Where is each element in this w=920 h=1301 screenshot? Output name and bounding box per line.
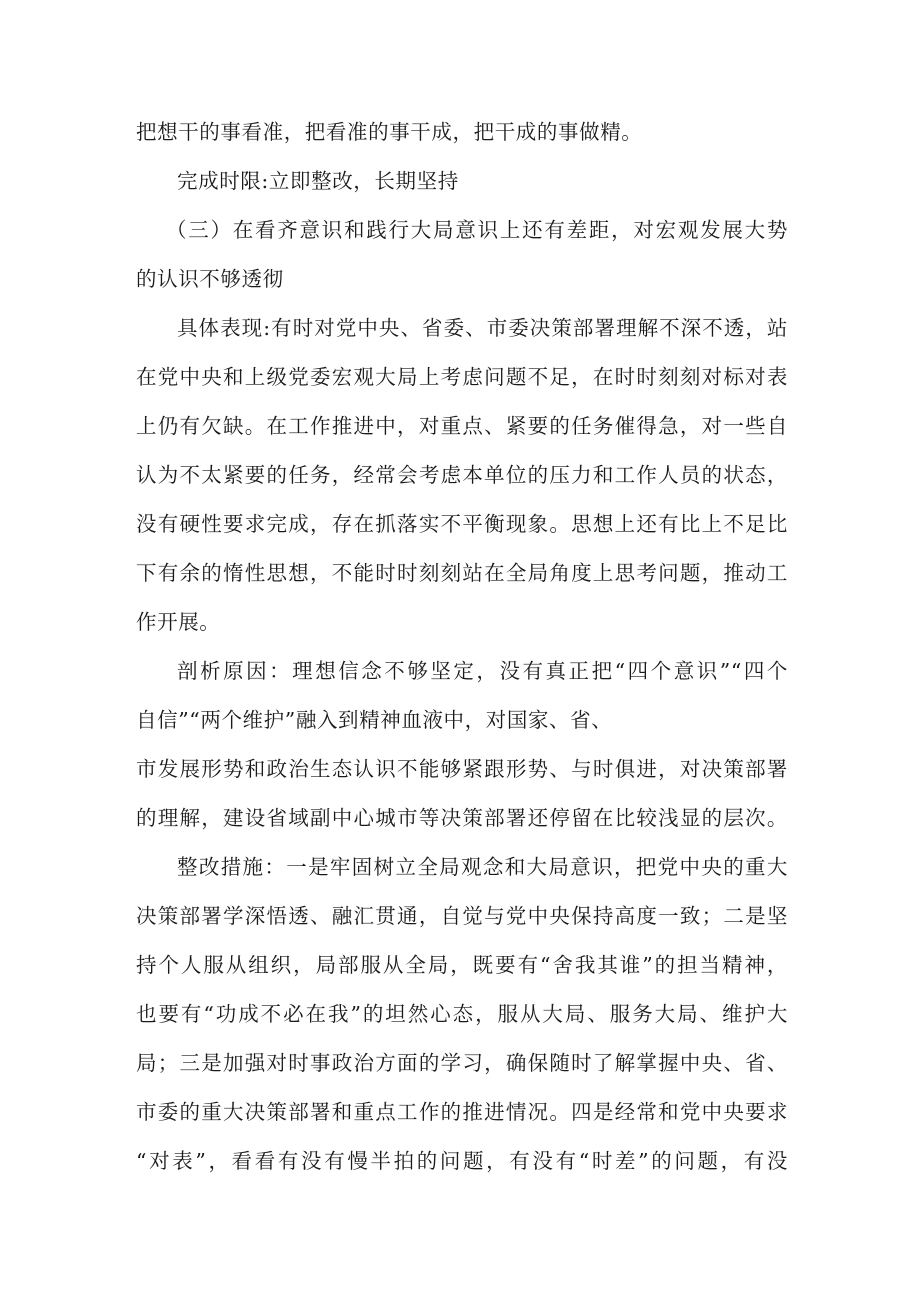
body-line: 整改措施：一是牢固树立全局观念和大局意识，把党中央的重大 (177, 855, 788, 879)
body-line: 的理解，建设省域副中心城市等决策部署还停留在比较浅显的层次。 (136, 806, 788, 830)
body-line: 自信”“两个维护”融入到精神血液中，对国家、省、 (136, 708, 613, 732)
body-line: 市委的重大决策部署和重点工作的推进情况。四是经常和党中央要求 (136, 1100, 788, 1124)
body-line: 局；三是加强对时事政治方面的学习，确保随时了解掌握中央、省、 (136, 1051, 788, 1075)
body-line: 决策部署学深悟透、融汇贯通，自觉与党中央保持高度一致；二是坚 (136, 904, 788, 928)
body-line: 把想干的事看准，把看准的事干成，把干成的事做精。 (136, 120, 643, 144)
body-line: 也要有“功成不必在我”的坦然心态，服从大局、服务大局、维护大 (136, 1002, 788, 1026)
body-line: 认为不太紧要的任务，经常会考虑本单位的压力和工作人员的状态， (136, 463, 788, 487)
body-line: 作开展。 (136, 610, 221, 634)
body-line: 具体表现:有时对党中央、省委、市委决策部署理解不深不透，站 (177, 316, 788, 340)
document-body (136, 108, 788, 1186)
body-line: 上仍有欠缺。在工作推进中，对重点、紧要的任务催得急，对一些自 (136, 414, 788, 438)
body-line: 剖析原因：理想信念不够坚定，没有真正把“四个意识”“四个 (177, 659, 788, 683)
section-heading-line: （三）在看齐意识和践行大局意识上还有差距，对宏观发展大势 (166, 218, 788, 242)
body-line: 持个人服从组织，局部服从全局，既要有“舍我其谁”的担当精神， (136, 953, 788, 977)
body-line: 在党中央和上级党委宏观大局上考虑问题不足，在时时刻刻对标对表 (136, 365, 788, 389)
section-heading-line: 的认识不够透彻 (136, 267, 284, 291)
body-line: 没有硬性要求完成，存在抓落实不平衡现象。思想上还有比上不足比 (136, 512, 788, 536)
body-line: 市发展形势和政治生态认识不能够紧跟形势、与时俱进，对决策部署 (136, 757, 788, 781)
body-line: “对表”，看看有没有慢半拍的问题，有没有“时差”的问题，有没 (136, 1149, 788, 1173)
deadline-line: 完成时限:立即整改，长期坚持 (177, 169, 459, 193)
body-line: 下有余的惰性思想，不能时时刻刻站在全局角度上思考问题，推动工 (136, 561, 788, 585)
